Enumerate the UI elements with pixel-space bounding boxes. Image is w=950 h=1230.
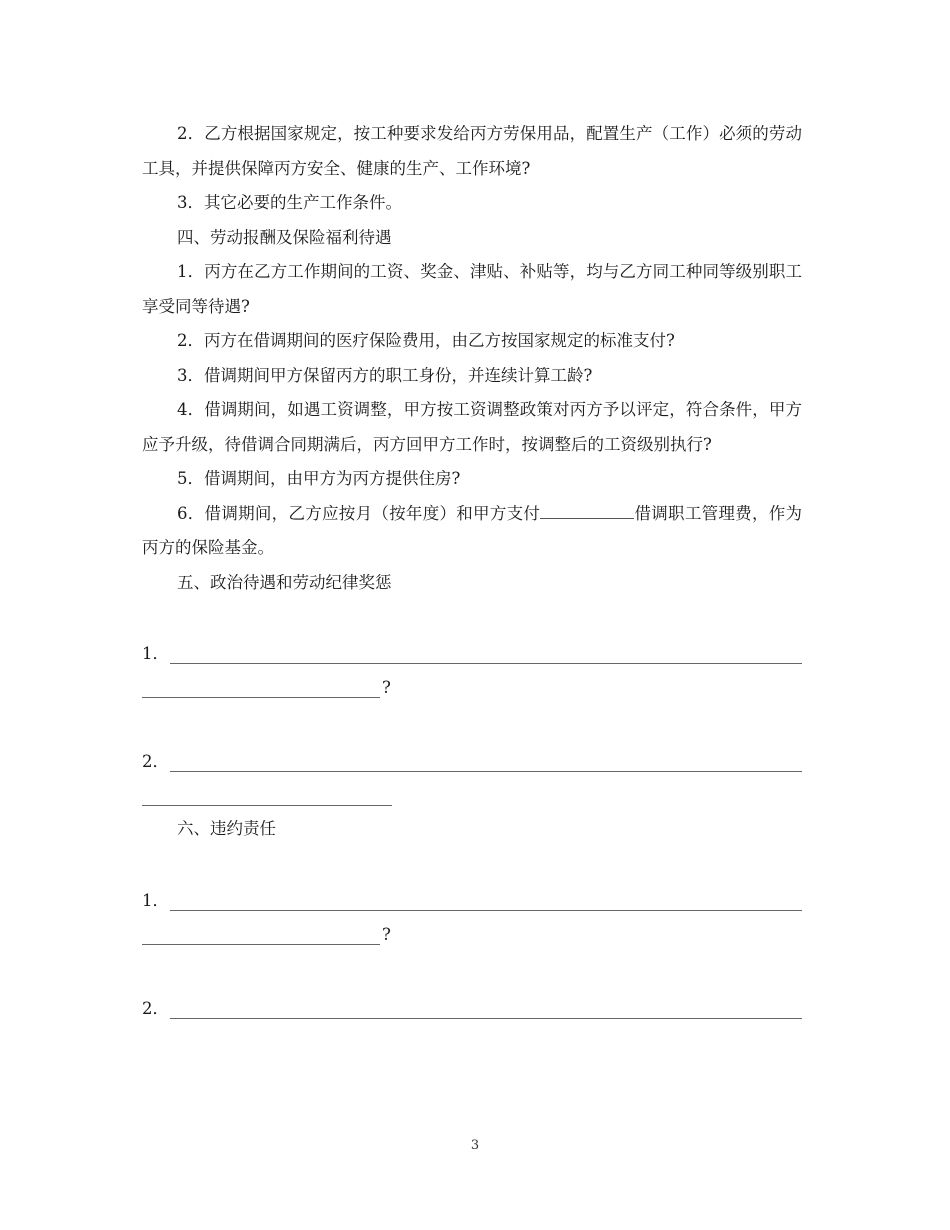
question-mark: ?: [382, 924, 391, 944]
section-heading-6: 六、违约责任: [177, 819, 276, 838]
spacer: [142, 698, 802, 744]
page-number: 3: [470, 1138, 480, 1153]
spacer: [142, 945, 802, 991]
fee-text-after: 借调职工管理费，作为丙方的保险基金。: [142, 503, 802, 557]
fill-in-line[interactable]: [170, 998, 802, 1019]
item-number: 2．: [142, 998, 169, 1018]
item-number: 2．: [142, 752, 169, 771]
item-number: 1．: [142, 890, 169, 910]
section5-item1: [142, 636, 802, 698]
item-number: 1．: [142, 644, 169, 663]
paragraph-medical-insurance: 2．丙方在借调期间的医疗保险费用，由乙方按国家规定的标准支付?: [177, 331, 675, 350]
fee-blank-line[interactable]: [540, 500, 634, 519]
spacer: [142, 600, 802, 636]
paragraph-employee-status: 3．借调期间甲方保留丙方的职工身份，并连续计算工龄?: [177, 365, 593, 385]
paragraph-wages: 1．丙方在乙方工作期间的工资、奖金、津贴、补贴等，均与乙方同工种同等级别职工享受同等待遇?: [142, 262, 802, 316]
section6-item1: [142, 883, 802, 945]
document-body: [142, 117, 802, 1019]
fill-in-line[interactable]: [170, 751, 802, 772]
fee-text-before: 6．借调期间，乙方应按月（按年度）和甲方支付: [177, 503, 541, 523]
fill-in-line[interactable]: [170, 890, 802, 911]
paragraph-housing: 5．借调期间，由甲方为丙方提供住房?: [177, 469, 461, 488]
section5-item2: [142, 744, 802, 806]
paragraph-management-fee: [142, 497, 802, 566]
section-heading-4: 四、劳动报酬及保险福利待遇: [177, 227, 392, 247]
paragraph-other-conditions: 3．其它必要的生产工作条件。: [177, 193, 402, 212]
section-heading-5: 五、政治待遇和劳动纪律奖惩: [177, 572, 392, 592]
section6-item2: [142, 991, 802, 1019]
fill-in-line[interactable]: [142, 677, 380, 698]
spacer: [142, 847, 802, 883]
fill-in-line[interactable]: [142, 924, 380, 945]
fill-in-line[interactable]: [142, 785, 392, 806]
paragraph-wage-adjustment: 4．借调期间，如遇工资调整，甲方按工资调整政策对丙方予以评定，符合条件，甲方应予升级，待借调合同期满后，丙方回甲方工作时，按调整后的工资级别执行?: [142, 400, 802, 454]
paragraph-labor-supplies: 2．乙方根据国家规定，按工种要求发给丙方劳保用品，配置生产（工作）必须的劳动工具，并提供保障丙方安全、健康的生产、工作环境?: [142, 124, 802, 178]
question-mark: ?: [382, 678, 391, 697]
fill-in-line[interactable]: [170, 643, 802, 664]
